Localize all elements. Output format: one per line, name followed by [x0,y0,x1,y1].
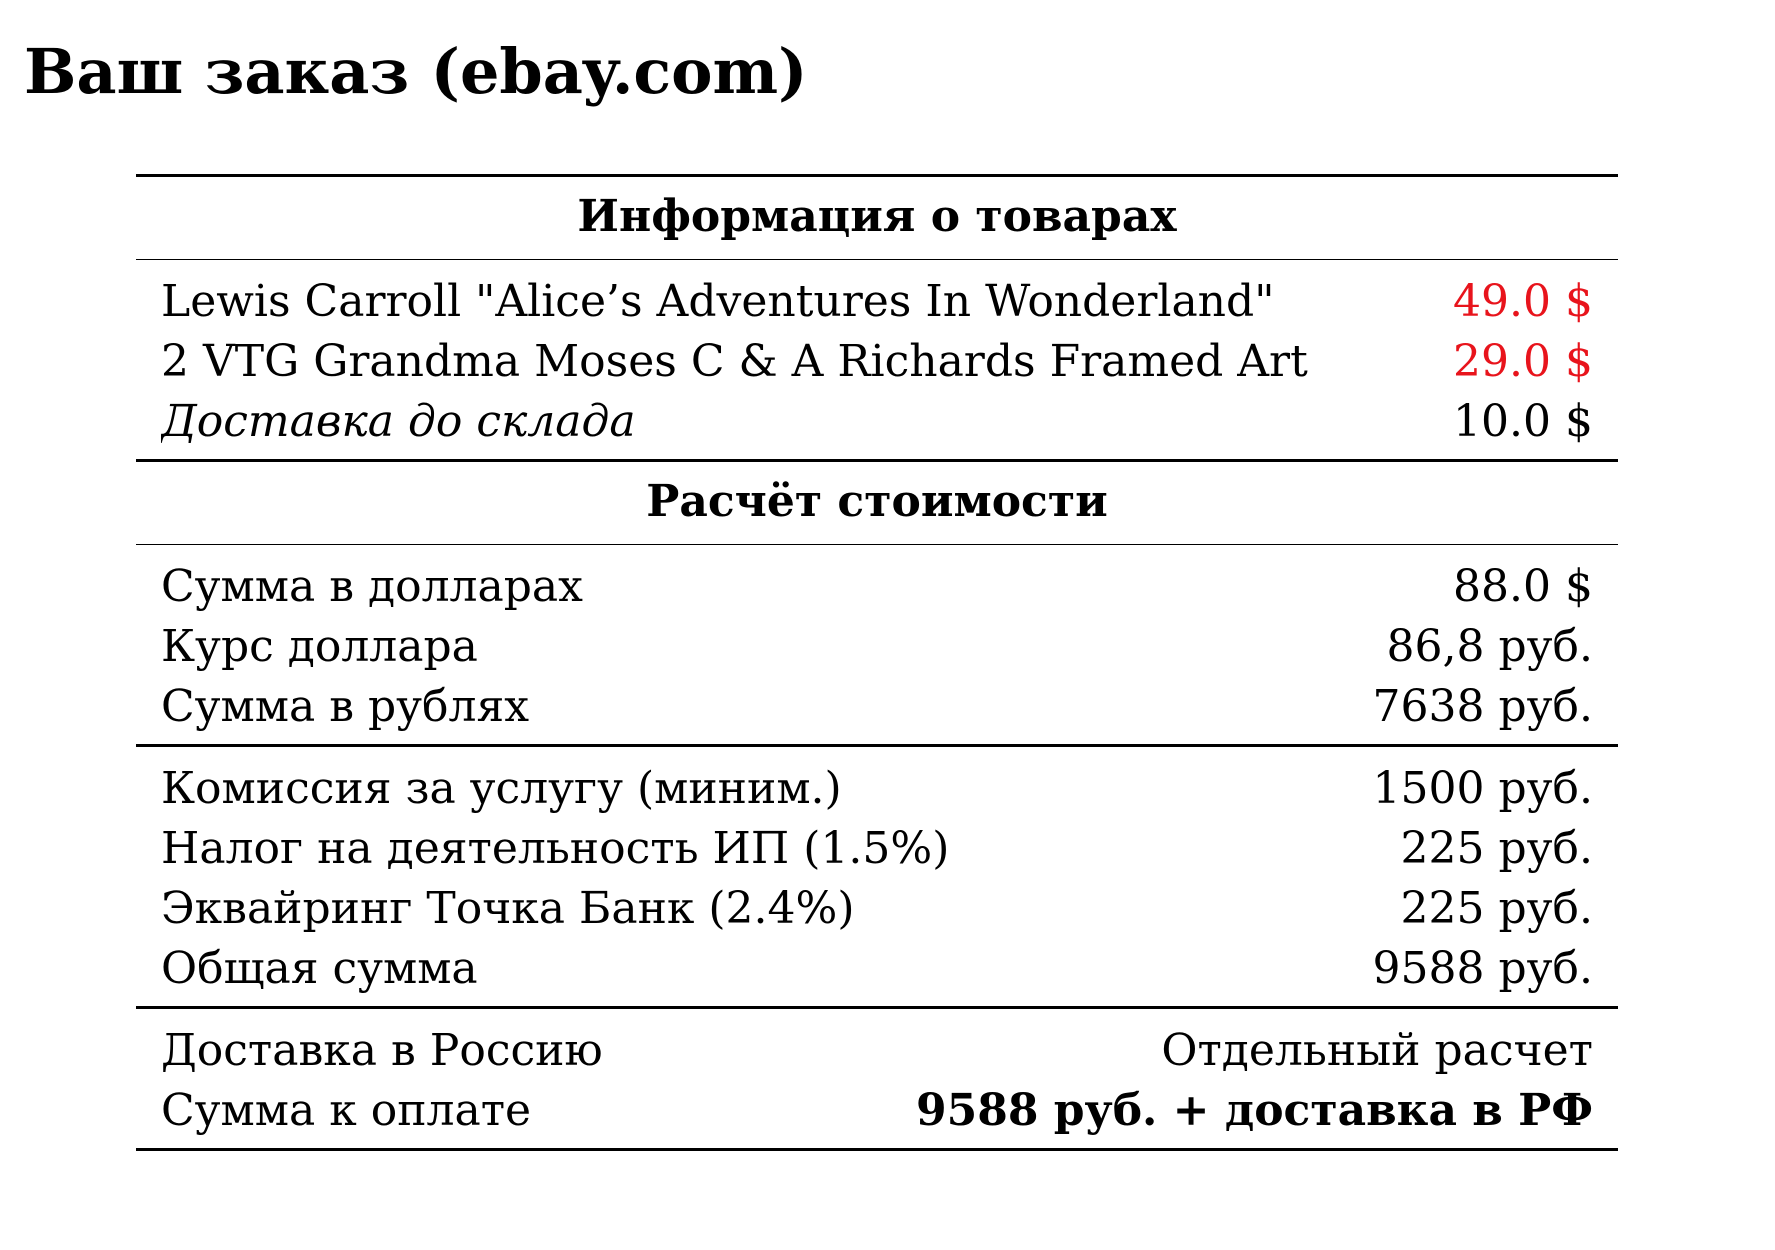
sum-usd-value: 88.0 $ [1453,561,1593,612]
calc-section-heading: Расчёт стоимости [646,476,1108,527]
service-fee-label: Комиссия за услугу (миним.) [161,763,842,814]
order-summary-table [136,174,1618,1151]
final-list [136,1009,1618,1148]
item-row [161,332,1593,392]
russia-delivery-label: Доставка в Россию [161,1025,603,1076]
sum-usd-label: Сумма в долларах [161,561,583,612]
sum-rub-label: Сумма в рублях [161,681,530,732]
amount-due-value: 9588 руб. + доставка в РФ [915,1085,1593,1136]
warehouse-shipping-price: 10.0 $ [1453,396,1593,447]
russia-delivery-value: Отдельный расчет [1161,1025,1593,1076]
items-list [136,260,1618,459]
item-row [161,272,1593,332]
fees-list [136,747,1618,1006]
item-name: Lewis Carroll "Alice’s Adventures In Wonderland" [161,276,1275,327]
total-value: 9588 руб. [1372,943,1593,994]
acquiring-row [161,879,1593,939]
warehouse-shipping-label: Доставка до склада [161,396,636,447]
conversion-list [136,545,1618,744]
amount-due-label: Сумма к оплате [161,1085,532,1136]
exchange-rate-value: 86,8 руб. [1386,621,1593,672]
amount-due-row [161,1081,1593,1141]
item-price: 49.0 $ [1453,276,1593,327]
tax-row [161,819,1593,879]
sum-usd-row [161,557,1593,617]
service-fee-value: 1500 руб. [1372,763,1593,814]
service-fee-row [161,759,1593,819]
tax-value: 225 руб. [1400,823,1593,874]
item-name: 2 VTG Grandma Moses C & A Richards Framed Art [161,336,1308,387]
tax-label: Налог на деятельность ИП (1.5%) [161,823,950,874]
russia-delivery-row [161,1021,1593,1081]
acquiring-label: Эквайринг Точка Банк (2.4%) [161,883,855,934]
table-bottom-rule [136,1148,1618,1151]
sum-rub-value: 7638 руб. [1372,681,1593,732]
acquiring-value: 225 руб. [1400,883,1593,934]
exchange-rate-row [161,617,1593,677]
items-section-heading: Информация о товарах [577,191,1177,242]
exchange-rate-label: Курс доллара [161,621,478,672]
sum-rub-row [161,677,1593,737]
warehouse-shipping-row [161,392,1593,452]
total-label: Общая сумма [161,943,478,994]
item-price: 29.0 $ [1453,336,1593,387]
page-title: Ваш заказ (ebay.com) [24,35,808,108]
total-row [161,939,1593,999]
